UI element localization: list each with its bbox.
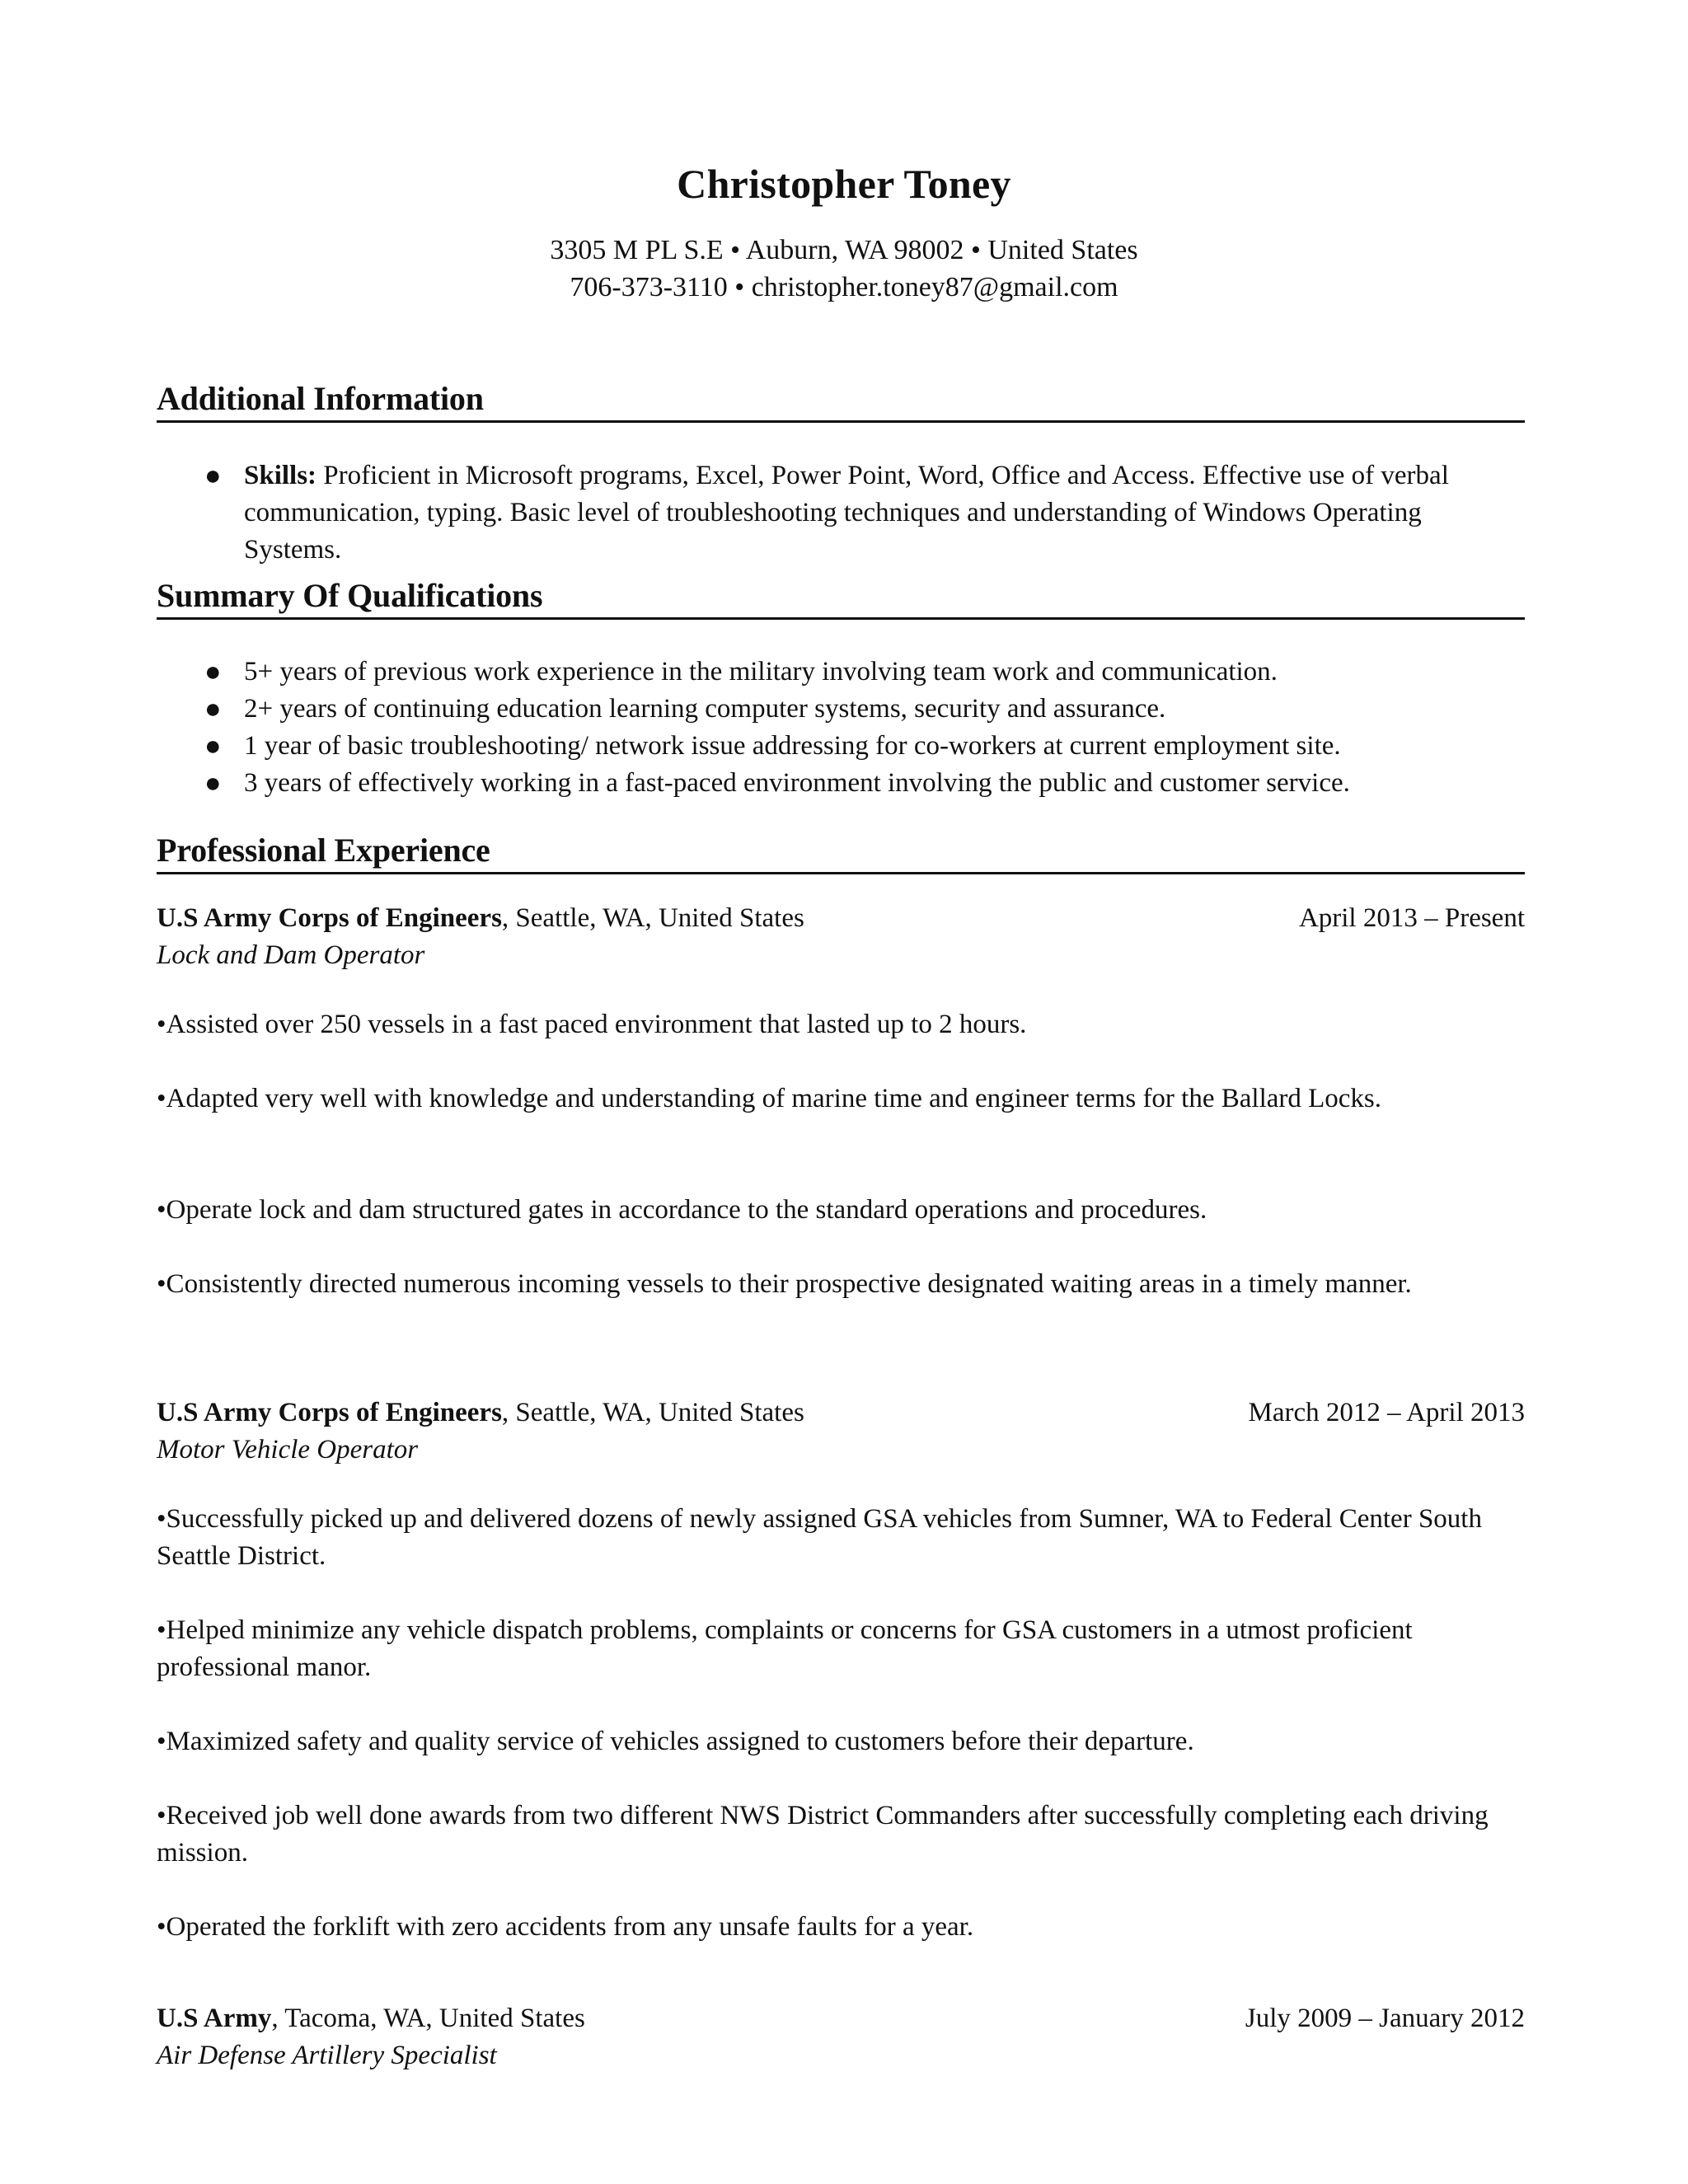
additional-info-list bbox=[157, 457, 1525, 569]
job-header bbox=[157, 1394, 1525, 1432]
job-bullet: •Assisted over 250 vessels in a fast paced environment that lasted up to 2 hours. bbox=[157, 1010, 1027, 1039]
list-item bbox=[157, 457, 1525, 569]
job-dates: April 2013 – Present bbox=[1298, 903, 1525, 933]
job-bullet: •Received job well done awards from two different NWS District Commanders after successfully completing each driving mission. bbox=[157, 1801, 1489, 1868]
candidate-name: Christopher Toney bbox=[677, 161, 1011, 207]
employer-name: U.S Army Corps of Engineers bbox=[157, 1398, 502, 1427]
employer-name: U.S Army bbox=[157, 2004, 272, 2033]
job-bullet: •Operated the forklift with zero accidents from any unsafe faults for a year. bbox=[157, 1912, 974, 1942]
bullet-icon: ● bbox=[204, 731, 222, 762]
job-location: , Tacoma, WA, United States bbox=[271, 2004, 585, 2033]
qualification-text: 2+ years of continuing education learning computer systems, security and assurance. bbox=[244, 694, 1166, 724]
qualifications-list bbox=[157, 654, 1525, 802]
job-dates: July 2009 – January 2012 bbox=[1245, 2004, 1525, 2033]
job-bullet: •Consistently directed numerous incoming vessels to their prospective designated waiting areas in a timely manner. bbox=[157, 1269, 1412, 1299]
qualification-text: 3 years of effectively working in a fast-paced environment involving the public and customer service. bbox=[244, 768, 1350, 798]
job-bullet: •Operate lock and dam structured gates in accordance to the standard operations and procedures. bbox=[157, 1195, 1207, 1225]
job-bullet: •Successfully picked up and delivered dozens of newly assigned GSA vehicles from Sumner, WA to Federal Center South Seattle District. bbox=[157, 1504, 1482, 1571]
employer-name: U.S Army Corps of Engineers bbox=[157, 903, 502, 933]
address-line: 3305 M PL S.E • Auburn, WA 98002 • United States bbox=[550, 235, 1138, 265]
list-item bbox=[157, 765, 1525, 802]
job-location: , Seattle, WA, United States bbox=[501, 1398, 804, 1427]
section-heading-experience: Professional Experience bbox=[157, 829, 1525, 874]
job-bullet: •Helped minimize any vehicle dispatch problems, complaints or concerns for GSA customers in a utmost proficient professional manor. bbox=[157, 1615, 1413, 1682]
list-item bbox=[157, 654, 1525, 691]
qualification-text: 1 year of basic troubleshooting/ network issue addressing for co-workers at current employment site. bbox=[244, 731, 1341, 761]
bullet-icon: ● bbox=[204, 461, 222, 491]
qualification-text: 5+ years of previous work experience in the military involving team work and communication. bbox=[244, 657, 1278, 687]
section-heading-additional-information: Additional Information bbox=[157, 377, 1525, 423]
bullet-icon: ● bbox=[204, 768, 222, 799]
section-heading-qualifications: Summary Of Qualifications bbox=[157, 574, 1525, 620]
list-item bbox=[157, 691, 1525, 728]
job-location: , Seattle, WA, United States bbox=[501, 903, 804, 933]
skills-text: Proficient in Microsoft programs, Excel, Power Point, Word, Office and Access. Effective use of verbal communication, typing. Basic level of troubleshooting techniques and understanding of Windows Operating Systems. bbox=[244, 461, 1449, 565]
skills-label: Skills: bbox=[244, 461, 317, 490]
job-title: Air Defense Artillery Specialist bbox=[157, 2041, 497, 2070]
job-dates: March 2012 – April 2013 bbox=[1248, 1398, 1525, 1427]
job-header bbox=[157, 900, 1525, 937]
bullet-icon: ● bbox=[204, 694, 222, 724]
job-bullet: •Maximized safety and quality service of vehicles assigned to customers before their departure. bbox=[157, 1727, 1194, 1756]
job-header bbox=[157, 2000, 1525, 2037]
contact-line: 706-373-3110 • christopher.toney87@gmail.com bbox=[570, 272, 1118, 302]
list-item bbox=[157, 728, 1525, 765]
job-bullet: •Adapted very well with knowledge and understanding of marine time and engineer terms for the Ballard Locks. bbox=[157, 1084, 1382, 1113]
bullet-icon: ● bbox=[204, 657, 222, 687]
job-title: Lock and Dam Operator bbox=[157, 940, 425, 970]
job-title: Motor Vehicle Operator bbox=[157, 1435, 419, 1465]
